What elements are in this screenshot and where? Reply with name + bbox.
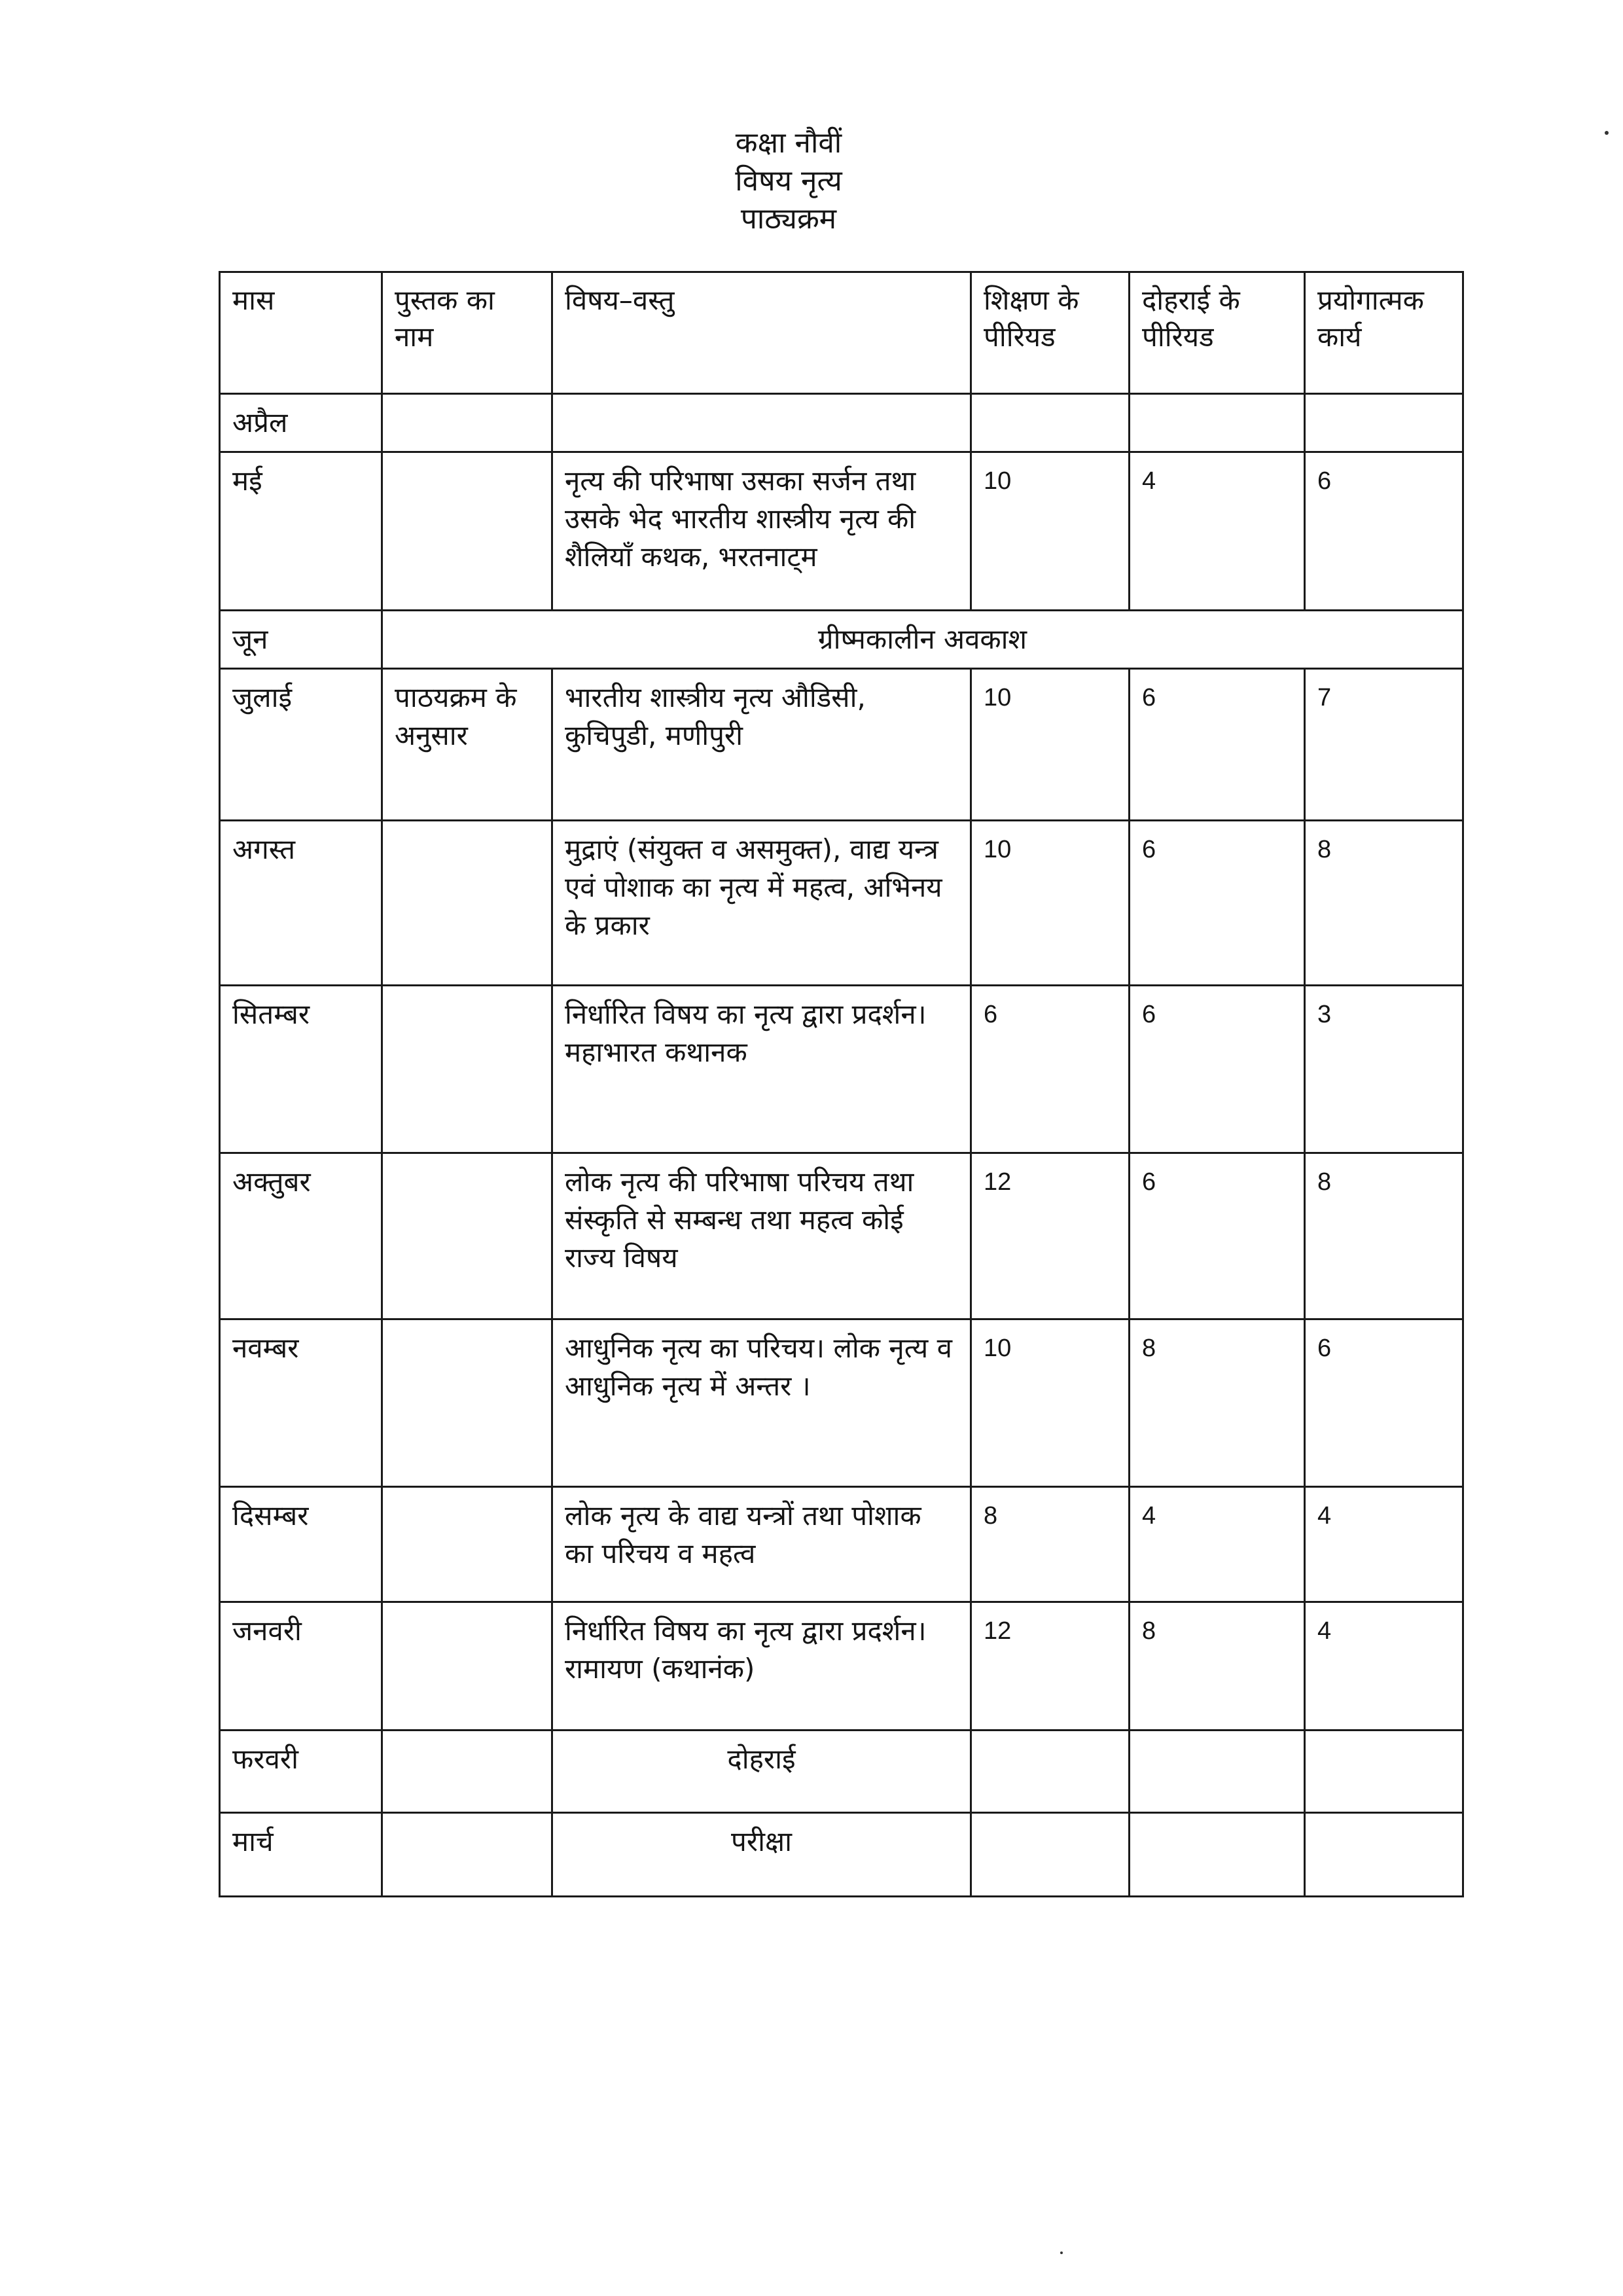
book-cell — [382, 394, 552, 452]
month-cell: मार्च — [220, 1813, 382, 1897]
book-cell — [382, 1319, 552, 1487]
content-cell: भारतीय शास्त्रीय नृत्य औडिसी, कुचिपुडी, मणीपुरी — [552, 669, 971, 821]
practical-work-cell — [1305, 1813, 1463, 1897]
book-cell — [382, 1487, 552, 1602]
holiday-cell: ग्रीष्मकालीन अवकाश — [382, 611, 1463, 669]
book-cell — [382, 986, 552, 1153]
book-cell — [382, 1602, 552, 1731]
revision-periods-cell — [1130, 1813, 1305, 1897]
month-cell: जून — [220, 611, 382, 669]
column-header: विषय–वस्तु — [552, 272, 971, 394]
revision-periods-cell: 6 — [1130, 821, 1305, 986]
syllabus-title: पाठ्यक्रम — [740, 202, 837, 236]
month-cell: मई — [220, 452, 382, 611]
practical-work-cell: 3 — [1305, 986, 1463, 1153]
table-row — [220, 821, 1463, 986]
column-header: मास — [220, 272, 382, 394]
revision-periods-cell: 8 — [1130, 1319, 1305, 1487]
practical-work-cell — [1305, 394, 1463, 452]
table-header-row — [220, 272, 1463, 394]
scan-speck — [1060, 2251, 1063, 2254]
scan-speck — [1605, 131, 1609, 135]
table-row — [220, 669, 1463, 821]
table-row — [220, 1487, 1463, 1602]
month-cell: दिसम्बर — [220, 1487, 382, 1602]
month-cell: सितम्बर — [220, 986, 382, 1153]
content-cell: लोक नृत्य की परिभाषा परिचय तथा संस्कृति से सम्बन्ध तथा महत्व कोई राज्य विषय — [552, 1153, 971, 1319]
table-row — [220, 1602, 1463, 1731]
subject-title: विषय नृत्य — [735, 164, 842, 198]
book-cell — [382, 452, 552, 611]
column-header: शिक्षण के पीरियड — [971, 272, 1130, 394]
practical-work-cell: 7 — [1305, 669, 1463, 821]
content-cell: मुद्राएं (संयुक्त व असमुक्त), वाद्य यन्त्र एवं पोशाक का नृत्य में महत्व, अभिनय के प्रकार — [552, 821, 971, 986]
book-cell — [382, 821, 552, 986]
teaching-periods-cell: 10 — [971, 1319, 1130, 1487]
month-cell: अप्रैल — [220, 394, 382, 452]
table-row — [220, 986, 1463, 1153]
revision-periods-cell: 4 — [1130, 452, 1305, 611]
content-cell: आधुनिक नृत्य का परिचय। लोक नृत्य व आधुनिक नृत्य में अन्तर । — [552, 1319, 971, 1487]
teaching-periods-cell: 10 — [971, 821, 1130, 986]
practical-work-cell: 4 — [1305, 1602, 1463, 1731]
content-cell: निर्धारित विषय का नृत्य द्वारा प्रदर्शन। रामायण (कथानंक) — [552, 1602, 971, 1731]
month-cell: अगस्त — [220, 821, 382, 986]
book-cell — [382, 1731, 552, 1813]
book-cell — [382, 1813, 552, 1897]
book-cell: पाठयक्रम के अनुसार — [382, 669, 552, 821]
table-row — [220, 611, 1463, 669]
table-row — [220, 452, 1463, 611]
content-cell: दोहराई — [552, 1731, 971, 1813]
content-cell: लोक नृत्य के वाद्य यन्त्रों तथा पोशाक का परिचय व महत्व — [552, 1487, 971, 1602]
revision-periods-cell — [1130, 394, 1305, 452]
table-row — [220, 1731, 1463, 1813]
practical-work-cell: 8 — [1305, 1153, 1463, 1319]
table-row — [220, 1153, 1463, 1319]
teaching-periods-cell — [971, 1813, 1130, 1897]
class-title: कक्षा नौवीं — [735, 126, 842, 160]
column-header: पुस्तक का नाम — [382, 272, 552, 394]
page-header — [0, 124, 1623, 238]
book-cell — [382, 1153, 552, 1319]
month-cell: जनवरी — [220, 1602, 382, 1731]
teaching-periods-cell: 8 — [971, 1487, 1130, 1602]
revision-periods-cell: 6 — [1130, 1153, 1305, 1319]
revision-periods-cell — [1130, 1731, 1305, 1813]
syllabus-table — [219, 271, 1464, 1897]
month-cell: जुलाई — [220, 669, 382, 821]
column-header: प्रयोगात्मक कार्य — [1305, 272, 1463, 394]
practical-work-cell: 8 — [1305, 821, 1463, 986]
teaching-periods-cell: 12 — [971, 1153, 1130, 1319]
table-row — [220, 394, 1463, 452]
teaching-periods-cell — [971, 1731, 1130, 1813]
teaching-periods-cell — [971, 394, 1130, 452]
revision-periods-cell: 6 — [1130, 986, 1305, 1153]
table-row — [220, 1813, 1463, 1897]
practical-work-cell: 4 — [1305, 1487, 1463, 1602]
column-header: दोहराई के पीरियड — [1130, 272, 1305, 394]
content-cell: परीक्षा — [552, 1813, 971, 1897]
teaching-periods-cell: 6 — [971, 986, 1130, 1153]
revision-periods-cell: 8 — [1130, 1602, 1305, 1731]
content-cell — [552, 394, 971, 452]
teaching-periods-cell: 12 — [971, 1602, 1130, 1731]
practical-work-cell — [1305, 1731, 1463, 1813]
teaching-periods-cell: 10 — [971, 669, 1130, 821]
practical-work-cell: 6 — [1305, 452, 1463, 611]
practical-work-cell: 6 — [1305, 1319, 1463, 1487]
revision-periods-cell: 6 — [1130, 669, 1305, 821]
month-cell: फरवरी — [220, 1731, 382, 1813]
content-cell: निर्धारित विषय का नृत्य द्वारा प्रदर्शन। महाभारत कथानक — [552, 986, 971, 1153]
teaching-periods-cell: 10 — [971, 452, 1130, 611]
table-row — [220, 1319, 1463, 1487]
revision-periods-cell: 4 — [1130, 1487, 1305, 1602]
month-cell: अक्तुबर — [220, 1153, 382, 1319]
content-cell: नृत्य की परिभाषा उसका सर्जन तथा उसके भेद भारतीय शास्त्रीय नृत्य की शैलियॉं कथक, भरतनाट्म — [552, 452, 971, 611]
month-cell: नवम्बर — [220, 1319, 382, 1487]
